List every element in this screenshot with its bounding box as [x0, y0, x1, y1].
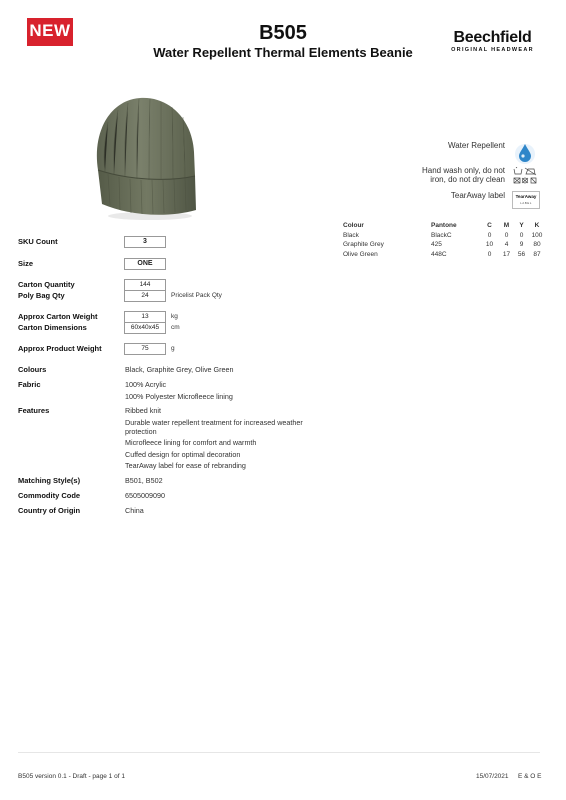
- commodity-code-value: 6505009090: [125, 491, 165, 500]
- pantone-cell: 10: [485, 241, 494, 249]
- carton-weight-unit: kg: [171, 313, 178, 320]
- product-weight-label: Approx Product Weight: [18, 344, 102, 353]
- sku-count-label: SKU Count: [18, 237, 58, 246]
- matching-styles-value: B501, B502: [125, 476, 163, 485]
- product-image-beanie: [88, 92, 198, 224]
- carton-dimensions-label: Carton Dimensions: [18, 323, 87, 332]
- pantone-header-pantone: Pantone: [431, 222, 457, 230]
- pantone-cell: Olive Green: [343, 251, 378, 259]
- country-of-origin-label: Country of Origin: [18, 506, 81, 515]
- poly-bag-qty-label: Poly Bag Qty: [18, 291, 65, 300]
- table-row: [343, 240, 546, 250]
- pantone-cell: 9: [519, 241, 524, 249]
- matching-styles-label: Matching Style(s): [18, 476, 81, 485]
- fabric-line: 100% Polyester Microfleece lining: [125, 392, 233, 401]
- new-badge-text: NEW: [29, 21, 71, 40]
- footer-version: B505 version 0.1 - Draft - page 1 of 1: [18, 773, 125, 780]
- feature-wash-line2: iron, do not dry clean: [430, 175, 505, 184]
- footer-eoe: E & O E: [518, 773, 542, 780]
- feature-item: Cuffed design for optimal decoration: [125, 450, 241, 459]
- feature-item: Durable water repellent treatment for increased weather: [125, 418, 303, 427]
- colours-value: Black, Graphite Grey, Olive Green: [125, 365, 234, 374]
- carton-weight-value: 13: [124, 311, 166, 323]
- feature-item: protection: [125, 427, 157, 436]
- fabric-line: 100% Acrylic: [125, 380, 167, 389]
- features-label: Features: [18, 406, 50, 415]
- brand-logo: [440, 30, 545, 54]
- pantone-header-m: M: [503, 222, 510, 230]
- feature-item: TearAway label for ease of rebranding: [125, 461, 246, 470]
- pantone-cell: 0: [504, 231, 509, 239]
- pantone-cell: 17: [502, 251, 511, 259]
- carton-dimensions-value: 60x40x45: [124, 322, 166, 334]
- pantone-cell: Graphite Grey: [343, 241, 384, 249]
- footer-date: 15/07/2021: [476, 773, 509, 780]
- tearaway-logo-text: TearAway: [515, 194, 537, 199]
- product-code: B505: [259, 22, 307, 44]
- pantone-cell: 56: [517, 251, 526, 259]
- footer-divider: [18, 752, 540, 753]
- pantone-header-c: C: [487, 222, 492, 230]
- feature-water-repellent: Water Repellent: [447, 141, 505, 150]
- fabric-label: Fabric: [18, 380, 41, 389]
- feature-item: Ribbed knit: [125, 406, 161, 415]
- feature-item: Microfleece lining for comfort and warmth: [125, 438, 257, 447]
- care-symbols-icon: [512, 167, 538, 185]
- table-row: [343, 231, 546, 241]
- pantone-header-row: [343, 221, 546, 231]
- carton-quantity-value: 144: [124, 279, 166, 291]
- country-of-origin-value: China: [125, 506, 144, 515]
- product-name: Water Repellent Thermal Elements Beanie: [153, 45, 413, 60]
- pantone-cell: 0: [487, 231, 492, 239]
- pantone-cell: 100: [531, 231, 543, 239]
- pantone-table: [343, 221, 546, 259]
- pantone-cell: Black: [343, 231, 359, 239]
- product-weight-value: 75: [124, 343, 166, 355]
- tearaway-label-icon: [512, 191, 540, 209]
- carton-dimensions-unit: cm: [171, 324, 180, 331]
- pantone-cell: 0: [519, 231, 524, 239]
- pantone-header-k: K: [534, 222, 540, 230]
- water-drop-icon: [514, 141, 536, 165]
- feature-tearaway: TearAway label: [450, 191, 505, 200]
- colours-label: Colours: [18, 365, 47, 374]
- pantone-header-y: Y: [519, 222, 524, 230]
- size-value: ONE: [124, 258, 166, 270]
- poly-bag-qty-value: 24: [124, 290, 166, 302]
- sku-count-value: 3: [124, 236, 166, 248]
- pantone-cell: 80: [533, 241, 541, 249]
- pantone-cell: 87: [533, 251, 541, 259]
- brand-name: Beechfield: [453, 29, 532, 46]
- carton-quantity-label: Carton Quantity: [18, 280, 75, 289]
- pantone-header-colour: Colour: [343, 222, 364, 230]
- table-row: [343, 250, 546, 260]
- feature-wash-line1: Hand wash only, do not: [421, 166, 505, 175]
- poly-bag-note: Pricelist Pack Qty: [171, 292, 222, 299]
- commodity-code-label: Commodity Code: [18, 491, 81, 500]
- pantone-cell: 448C: [431, 251, 447, 259]
- size-label: Size: [18, 259, 34, 268]
- product-weight-unit: g: [171, 345, 175, 352]
- brand-tagline: ORIGINAL HEADWEAR: [451, 47, 534, 53]
- pantone-cell: BlackC: [431, 231, 452, 239]
- carton-weight-label: Approx Carton Weight: [18, 312, 98, 321]
- pantone-cell: 4: [504, 241, 509, 249]
- tearaway-logo-sub: LABEL: [520, 201, 532, 205]
- pantone-cell: 425: [431, 241, 442, 249]
- pantone-cell: 0: [487, 251, 492, 259]
